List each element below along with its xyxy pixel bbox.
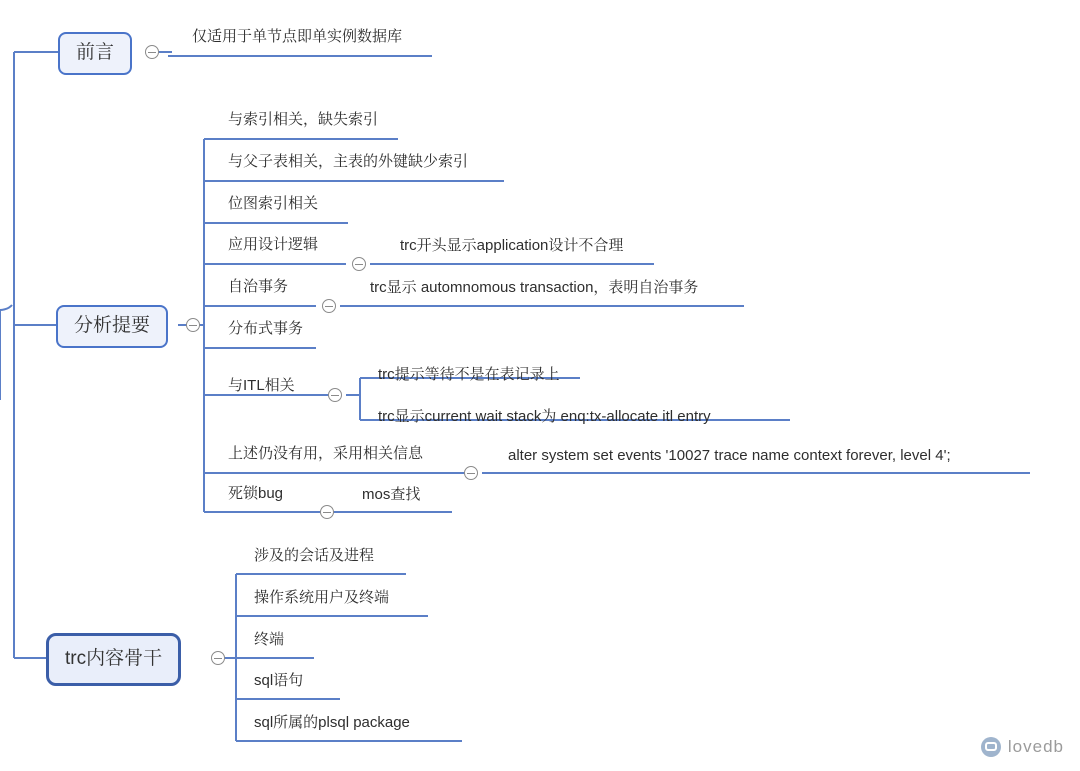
leaf-analysis-1[interactable]	[228, 153, 468, 171]
leaf-analysis-3-0[interactable]	[400, 237, 623, 255]
toggle-analysis-7[interactable]	[464, 466, 478, 480]
leaf-label: 自治事务	[228, 278, 289, 295]
watermark-text: lovedb	[1007, 737, 1064, 756]
node-preface-label: 前言	[76, 42, 115, 63]
leaf-label: trc开头显示application设计不合理	[400, 237, 624, 254]
leaf-trc-0[interactable]	[254, 547, 374, 565]
leaf-analysis-7[interactable]	[228, 445, 423, 463]
leaf-label: 死锁bug	[228, 485, 284, 502]
node-analysis-label: 分析提要	[74, 315, 151, 336]
leaf-analysis-8[interactable]	[228, 485, 283, 503]
leaf-label: sql所属的plsql package	[254, 714, 410, 731]
leaf-analysis-5[interactable]	[228, 320, 303, 338]
leaf-label: 位图索引相关	[228, 195, 319, 212]
toggle-analysis-8[interactable]	[320, 505, 334, 519]
toggle-trc-skeleton[interactable]	[211, 651, 225, 665]
toggle-analysis[interactable]	[186, 318, 200, 332]
leaf-analysis-2[interactable]	[228, 195, 318, 213]
leaf-analysis-4[interactable]	[228, 278, 288, 296]
leaf-preface-0[interactable]	[192, 28, 402, 46]
leaf-label: 与索引相关，缺失索引	[228, 111, 379, 128]
node-preface[interactable]	[58, 32, 132, 75]
leaf-label: 终端	[254, 631, 285, 648]
leaf-trc-2[interactable]	[254, 631, 284, 649]
leaf-analysis-6-1[interactable]	[378, 408, 711, 426]
leaf-label: 应用设计逻辑	[228, 236, 319, 253]
leaf-label: 与父子表相关，主表的外键缺少索引	[228, 153, 469, 170]
leaf-trc-4[interactable]	[254, 714, 410, 732]
wechat-logo-icon	[981, 737, 1001, 757]
leaf-label: 操作系统用户及终端	[254, 589, 390, 606]
toggle-preface[interactable]	[145, 45, 159, 59]
leaf-analysis-4-0[interactable]	[370, 279, 698, 297]
node-analysis[interactable]	[56, 305, 168, 348]
leaf-analysis-7-0[interactable]	[508, 447, 951, 465]
leaf-label: sql语句	[254, 672, 304, 689]
leaf-label: 分布式事务	[228, 320, 304, 337]
leaf-label: 与ITL相关	[228, 377, 295, 394]
leaf-label: mos查找	[362, 486, 421, 503]
leaf-analysis-8-0[interactable]	[362, 486, 420, 504]
leaf-label: 涉及的会话及进程	[254, 547, 375, 564]
leaf-label: trc显示 automnomous transaction，表明自治事务	[370, 279, 699, 296]
node-trc-skeleton[interactable]	[46, 633, 181, 686]
leaf-label: trc提示等待不是在表记录上	[378, 366, 560, 383]
leaf-trc-3[interactable]	[254, 672, 303, 690]
leaf-analysis-6-0[interactable]	[378, 366, 560, 384]
leaf-label: 上述仍没有用，采用相关信息	[228, 445, 424, 462]
node-trc-skeleton-label: trc内容骨干	[65, 648, 163, 669]
leaf-label: 仅适用于单节点即单实例数据库	[192, 28, 403, 45]
leaf-label: alter system set events '10027 trace name context forever, level 4';	[508, 447, 951, 464]
watermark	[981, 737, 1064, 757]
leaf-label: trc显示current wait stack为 enq:tx-allocate itl entry	[378, 408, 711, 425]
leaf-analysis-6[interactable]	[228, 377, 295, 395]
leaf-trc-1[interactable]	[254, 589, 389, 607]
toggle-analysis-6[interactable]	[328, 388, 342, 402]
toggle-analysis-3[interactable]	[352, 257, 366, 271]
toggle-analysis-4[interactable]	[322, 299, 336, 313]
leaf-analysis-0[interactable]	[228, 111, 378, 129]
leaf-analysis-3[interactable]	[228, 236, 318, 254]
